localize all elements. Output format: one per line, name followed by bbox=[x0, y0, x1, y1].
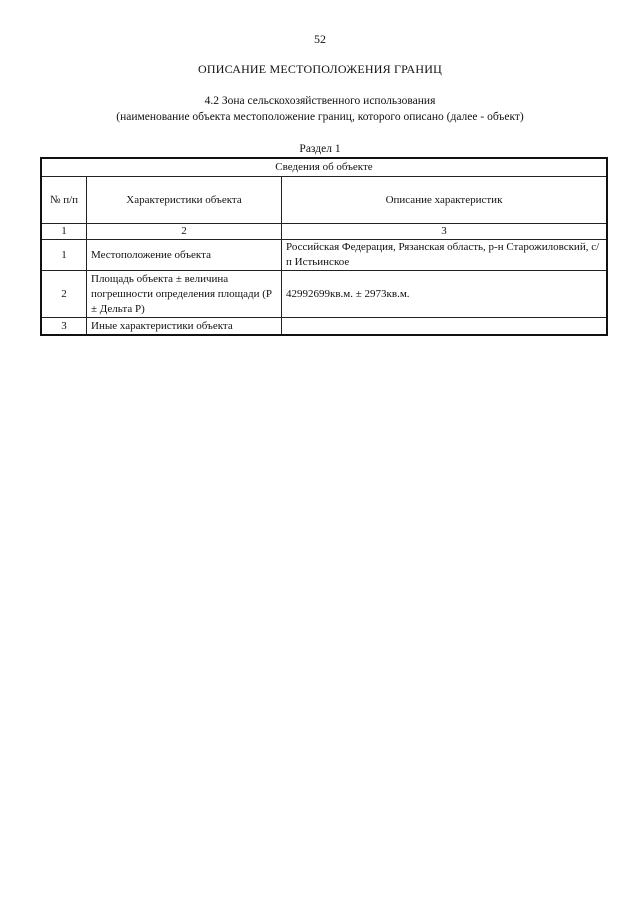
table-caption-row bbox=[41, 158, 607, 177]
header-num: № п/п bbox=[41, 177, 87, 224]
row-description: Российская Федерация, Рязанская область, р-н Старожиловский, с/п Истьинское bbox=[282, 240, 608, 271]
row-characteristic: Иные характеристики объекта bbox=[87, 318, 282, 336]
section-label: Раздел 1 bbox=[299, 143, 341, 155]
zone-caption: (наименование объекта местоположение границ, которого описано (далее - объект) bbox=[116, 111, 524, 123]
row-characteristic: Площадь объекта ± величина погрешности определения площади (P ± Дельта P) bbox=[87, 271, 282, 318]
index-cell: 3 bbox=[282, 224, 608, 240]
zone-name: 4.2 Зона сельскохозяйственного использования bbox=[204, 95, 436, 107]
table-row bbox=[41, 240, 607, 271]
page-number: 52 bbox=[314, 32, 326, 46]
row-number: 3 bbox=[41, 318, 87, 336]
document-title: ОПИСАНИЕ МЕСТОПОЛОЖЕНИЯ ГРАНИЦ bbox=[198, 62, 442, 76]
row-characteristic: Местоположение объекта bbox=[87, 240, 282, 271]
table-header-row bbox=[41, 177, 607, 224]
row-description: 42992699кв.м. ± 2973кв.м. bbox=[282, 271, 608, 318]
object-info-table bbox=[40, 157, 608, 336]
row-number: 1 bbox=[41, 240, 87, 271]
row-number: 2 bbox=[41, 271, 87, 318]
table-caption: Сведения об объекте bbox=[41, 158, 607, 177]
index-cell: 2 bbox=[87, 224, 282, 240]
row-description bbox=[282, 318, 608, 336]
table-row bbox=[41, 271, 607, 318]
table-row bbox=[41, 318, 607, 336]
index-cell: 1 bbox=[41, 224, 87, 240]
table-index-row bbox=[41, 224, 607, 240]
header-description: Описание характеристик bbox=[282, 177, 608, 224]
header-characteristics: Характеристики объекта bbox=[87, 177, 282, 224]
